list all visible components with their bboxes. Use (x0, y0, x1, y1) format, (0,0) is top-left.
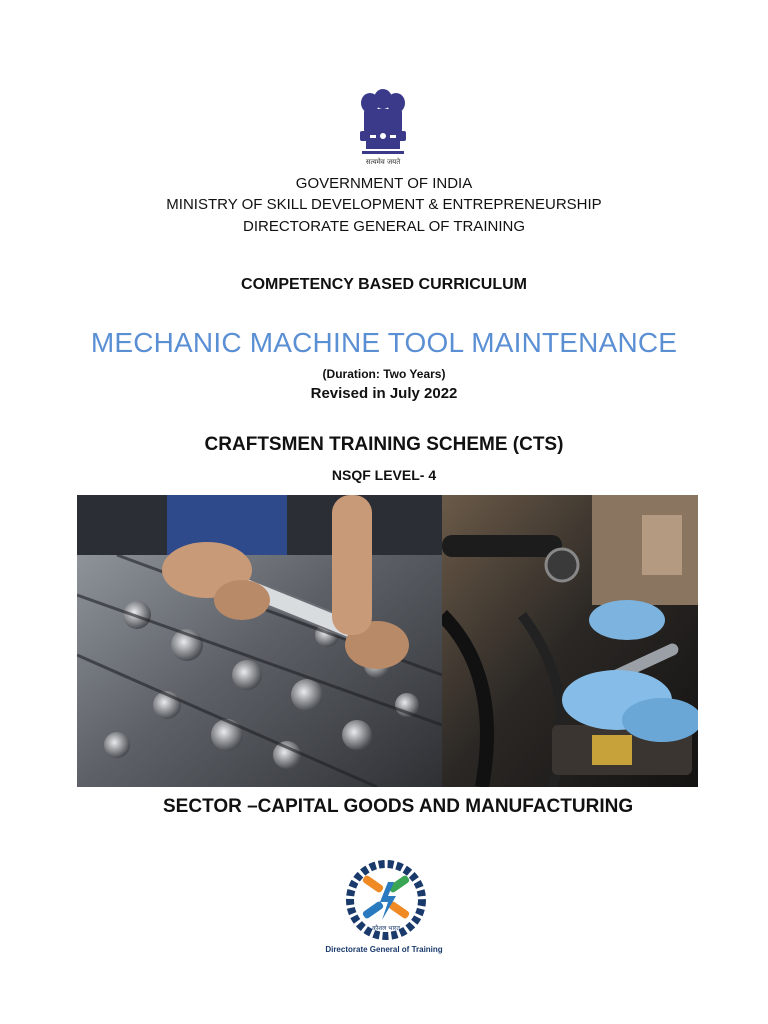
header-ministry: MINISTRY OF SKILL DEVELOPMENT & ENTREPRENEURSHIP (166, 196, 602, 213)
dgt-caption: Directorate General of Training (325, 945, 443, 954)
header-government: GOVERNMENT OF INDIA (295, 175, 473, 192)
national-emblem-icon (350, 85, 416, 167)
revised-text: Revised in July 2022 (310, 385, 458, 402)
nsqf-level: NSQF LEVEL- 4 (331, 467, 437, 483)
page-title: MECHANIC MACHINE TOOL MAINTENANCE (90, 327, 678, 358)
motorcycle-repair-photo (442, 495, 698, 787)
dgt-logo-icon (340, 858, 432, 950)
header-directorate: DIRECTORATE GENERAL OF TRAINING (243, 218, 525, 235)
engine-repair-photo (77, 495, 442, 787)
emblem-motto: सत्यमेव जयते (365, 158, 401, 166)
curriculum-type: COMPETENCY BASED CURRICULUM (241, 276, 527, 293)
sector-title: SECTOR –CAPITAL GOODS AND MANUFACTURING (163, 796, 634, 817)
scheme-title: CRAFTSMEN TRAINING SCHEME (CTS) (204, 434, 564, 455)
dgt-logo-motto: कौशल भारत (372, 925, 400, 932)
duration-text: (Duration: Two Years) (322, 367, 446, 381)
